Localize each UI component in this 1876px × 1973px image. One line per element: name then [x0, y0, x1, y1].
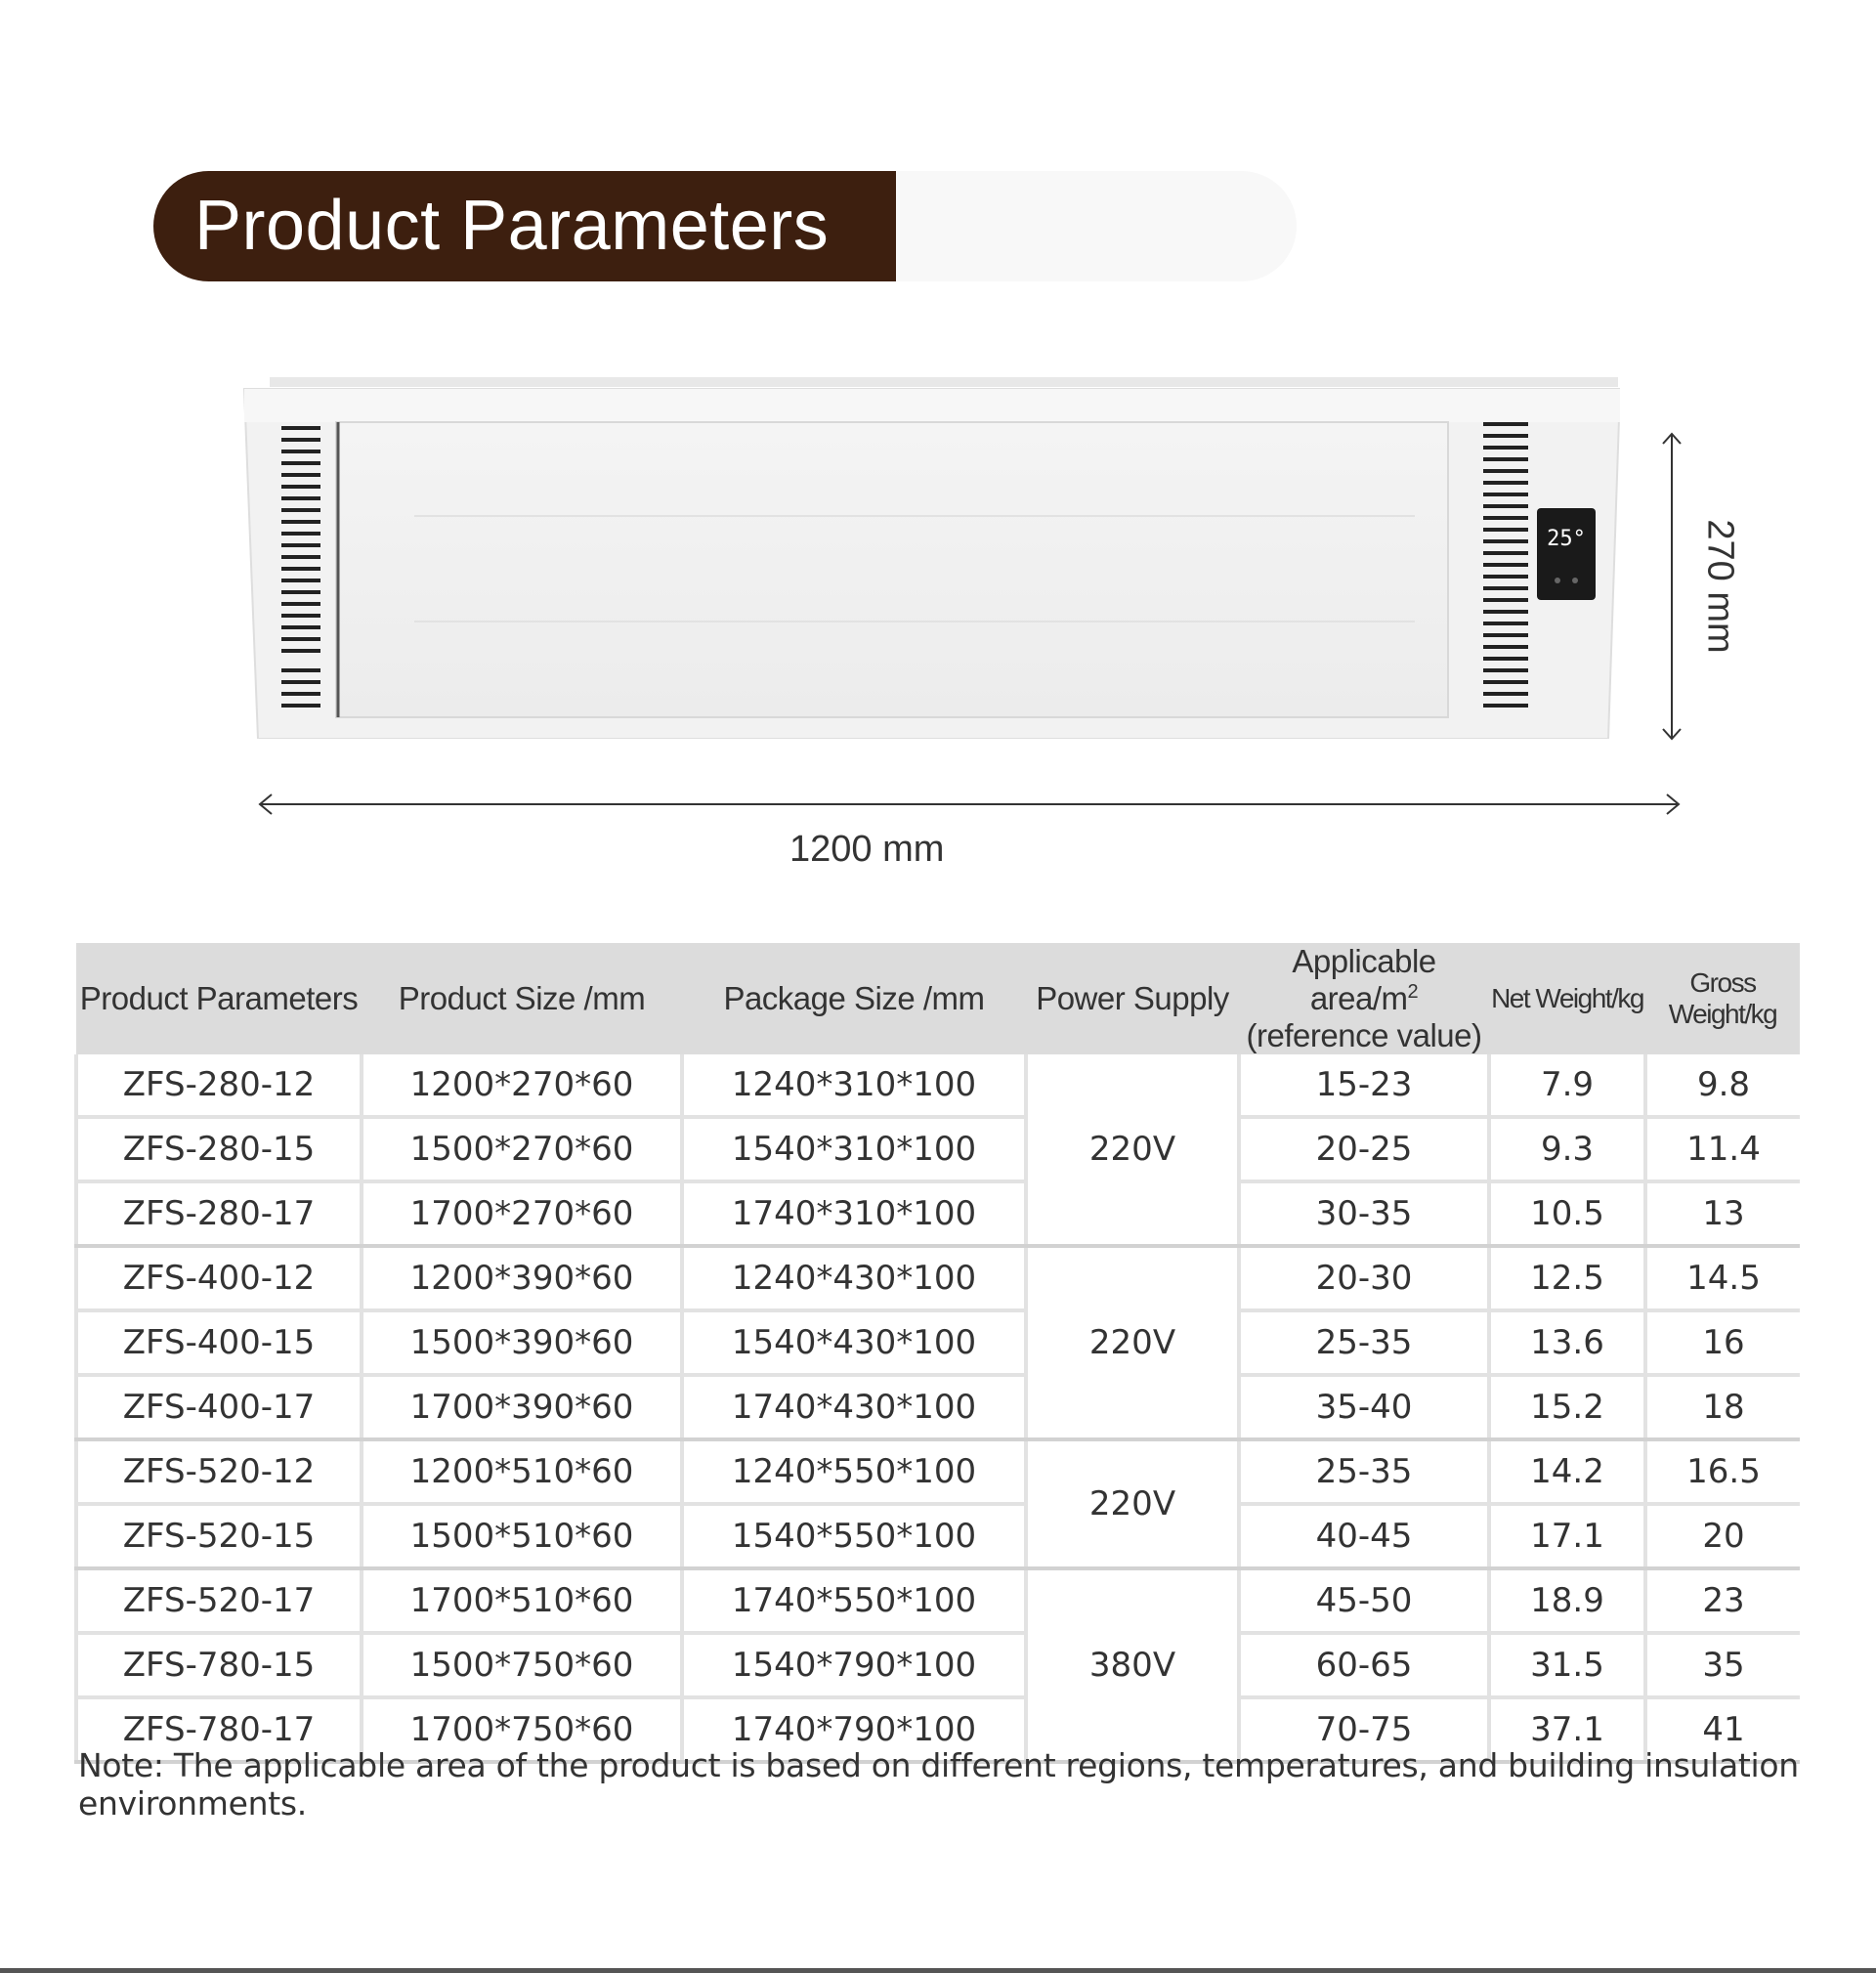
- cell-model: ZFS-400-12: [76, 1246, 362, 1310]
- table-row: [76, 1054, 1800, 1117]
- cell-package-size: 1240*310*100: [682, 1054, 1026, 1117]
- cell-package-size: 1540*790*100: [682, 1633, 1026, 1697]
- heater-product-image: [242, 377, 1620, 739]
- cell-area: 35-40: [1239, 1375, 1489, 1439]
- table-header-row: [76, 943, 1800, 1054]
- cell-net-weight: 12.5: [1489, 1246, 1645, 1310]
- header-applicable-area: Applicable area/$m^2$ (reference value): [1239, 943, 1489, 1054]
- table-row: [76, 1633, 1800, 1697]
- table-row: [76, 1246, 1800, 1310]
- section-banner: [153, 171, 1297, 281]
- cell-net-weight: 13.6: [1489, 1310, 1645, 1375]
- height-dimension-arrow: [1661, 430, 1683, 743]
- cell-gross-weight: 16.5: [1645, 1439, 1800, 1504]
- header-gross-weight: Gross Weight/kg: [1645, 943, 1800, 1054]
- cell-power-supply: 220V: [1026, 1439, 1239, 1568]
- cell-area: 60-65: [1239, 1633, 1489, 1697]
- cell-package-size: 1240*430*100: [682, 1246, 1026, 1310]
- cell-gross-weight: 14.5: [1645, 1246, 1800, 1310]
- height-dimension-label: 270 mm: [1699, 519, 1741, 654]
- cell-power-supply: 380V: [1026, 1568, 1239, 1762]
- thermostat-display: [1537, 508, 1596, 600]
- cell-model: ZFS-280-15: [76, 1117, 362, 1181]
- cell-power-supply: 220V: [1026, 1246, 1239, 1439]
- cell-area: 20-25: [1239, 1117, 1489, 1181]
- cell-product-size: 1500*510*60: [362, 1504, 682, 1568]
- width-dimension-arrow: [256, 790, 1683, 819]
- cell-area: 45-50: [1239, 1568, 1489, 1633]
- header-net-weight: Net Weight/kg: [1489, 943, 1645, 1054]
- cell-net-weight: 18.9: [1489, 1568, 1645, 1633]
- cell-net-weight: 15.2: [1489, 1375, 1645, 1439]
- table-row: [76, 1504, 1800, 1568]
- cell-package-size: 1540*310*100: [682, 1117, 1026, 1181]
- cell-package-size: 1740*550*100: [682, 1568, 1026, 1633]
- cell-gross-weight: 41: [1645, 1697, 1800, 1762]
- cell-model: ZFS-520-12: [76, 1439, 362, 1504]
- cell-gross-weight: 11.4: [1645, 1117, 1800, 1181]
- cell-area: 25-35: [1239, 1310, 1489, 1375]
- cell-area: 20-30: [1239, 1246, 1489, 1310]
- cell-gross-weight: 18: [1645, 1375, 1800, 1439]
- cell-net-weight: 14.2: [1489, 1439, 1645, 1504]
- cell-package-size: 1740*310*100: [682, 1181, 1026, 1246]
- cell-area: 40-45: [1239, 1504, 1489, 1568]
- cell-package-size: 1740*790*100: [682, 1697, 1026, 1762]
- cell-product-size: 1700*750*60: [362, 1697, 682, 1762]
- cell-power-supply: 220V: [1026, 1054, 1239, 1246]
- cell-model: ZFS-520-15: [76, 1504, 362, 1568]
- cell-product-size: 1500*750*60: [362, 1633, 682, 1697]
- cell-area: 70-75: [1239, 1697, 1489, 1762]
- cell-product-size: 1700*390*60: [362, 1375, 682, 1439]
- cell-gross-weight: 13: [1645, 1181, 1800, 1246]
- parameters-table: [74, 943, 1800, 1764]
- cell-package-size: 1540*550*100: [682, 1504, 1026, 1568]
- cell-model: ZFS-400-17: [76, 1375, 362, 1439]
- cell-model: ZFS-400-15: [76, 1310, 362, 1375]
- cell-product-size: 1700*270*60: [362, 1181, 682, 1246]
- cell-model: ZFS-280-12: [76, 1054, 362, 1117]
- cell-product-size: 1500*270*60: [362, 1117, 682, 1181]
- cell-product-size: 1500*390*60: [362, 1310, 682, 1375]
- cell-area: 25-35: [1239, 1439, 1489, 1504]
- cell-product-size: 1700*510*60: [362, 1568, 682, 1633]
- section-title: Product Parameters: [194, 187, 830, 265]
- cell-area: 30-35: [1239, 1181, 1489, 1246]
- table-row: [76, 1375, 1800, 1439]
- header-product-size: Product Size /mm: [362, 943, 682, 1054]
- cell-gross-weight: 16: [1645, 1310, 1800, 1375]
- cell-package-size: 1540*430*100: [682, 1310, 1026, 1375]
- thermostat-temp: 25°: [1547, 527, 1586, 551]
- table-row: [76, 1117, 1800, 1181]
- cell-product-size: 1200*390*60: [362, 1246, 682, 1310]
- cell-net-weight: 31.5: [1489, 1633, 1645, 1697]
- cell-net-weight: 10.5: [1489, 1181, 1645, 1246]
- table-row: [76, 1439, 1800, 1504]
- cell-model: ZFS-280-17: [76, 1181, 362, 1246]
- cell-gross-weight: 23: [1645, 1568, 1800, 1633]
- cell-model: ZFS-520-17: [76, 1568, 362, 1633]
- cell-product-size: 1200*270*60: [362, 1054, 682, 1117]
- cell-gross-weight: 20: [1645, 1504, 1800, 1568]
- header-model: Product Parameters: [76, 943, 362, 1054]
- cell-net-weight: 37.1: [1489, 1697, 1645, 1762]
- width-dimension-label: 1200 mm: [789, 829, 945, 870]
- header-package-size: Package Size /mm: [682, 943, 1026, 1054]
- cell-net-weight: 9.3: [1489, 1117, 1645, 1181]
- table-row: [76, 1310, 1800, 1375]
- cell-product-size: 1200*510*60: [362, 1439, 682, 1504]
- banner-pill: [837, 171, 1297, 281]
- cell-package-size: 1740*430*100: [682, 1375, 1026, 1439]
- footnote: Note: The applicable area of the product is based on different regions, temperatures, and building insulation environments.: [78, 1746, 1799, 1823]
- cell-area: 15-23: [1239, 1054, 1489, 1117]
- cell-gross-weight: 9.8: [1645, 1054, 1800, 1117]
- header-power-supply: Power Supply: [1026, 943, 1239, 1054]
- table-row: [76, 1568, 1800, 1633]
- cell-net-weight: 7.9: [1489, 1054, 1645, 1117]
- table-row: [76, 1181, 1800, 1246]
- bottom-divider: [0, 1968, 1876, 1973]
- cell-package-size: 1240*550*100: [682, 1439, 1026, 1504]
- cell-model: ZFS-780-17: [76, 1697, 362, 1762]
- cell-net-weight: 17.1: [1489, 1504, 1645, 1568]
- cell-model: ZFS-780-15: [76, 1633, 362, 1697]
- cell-gross-weight: 35: [1645, 1633, 1800, 1697]
